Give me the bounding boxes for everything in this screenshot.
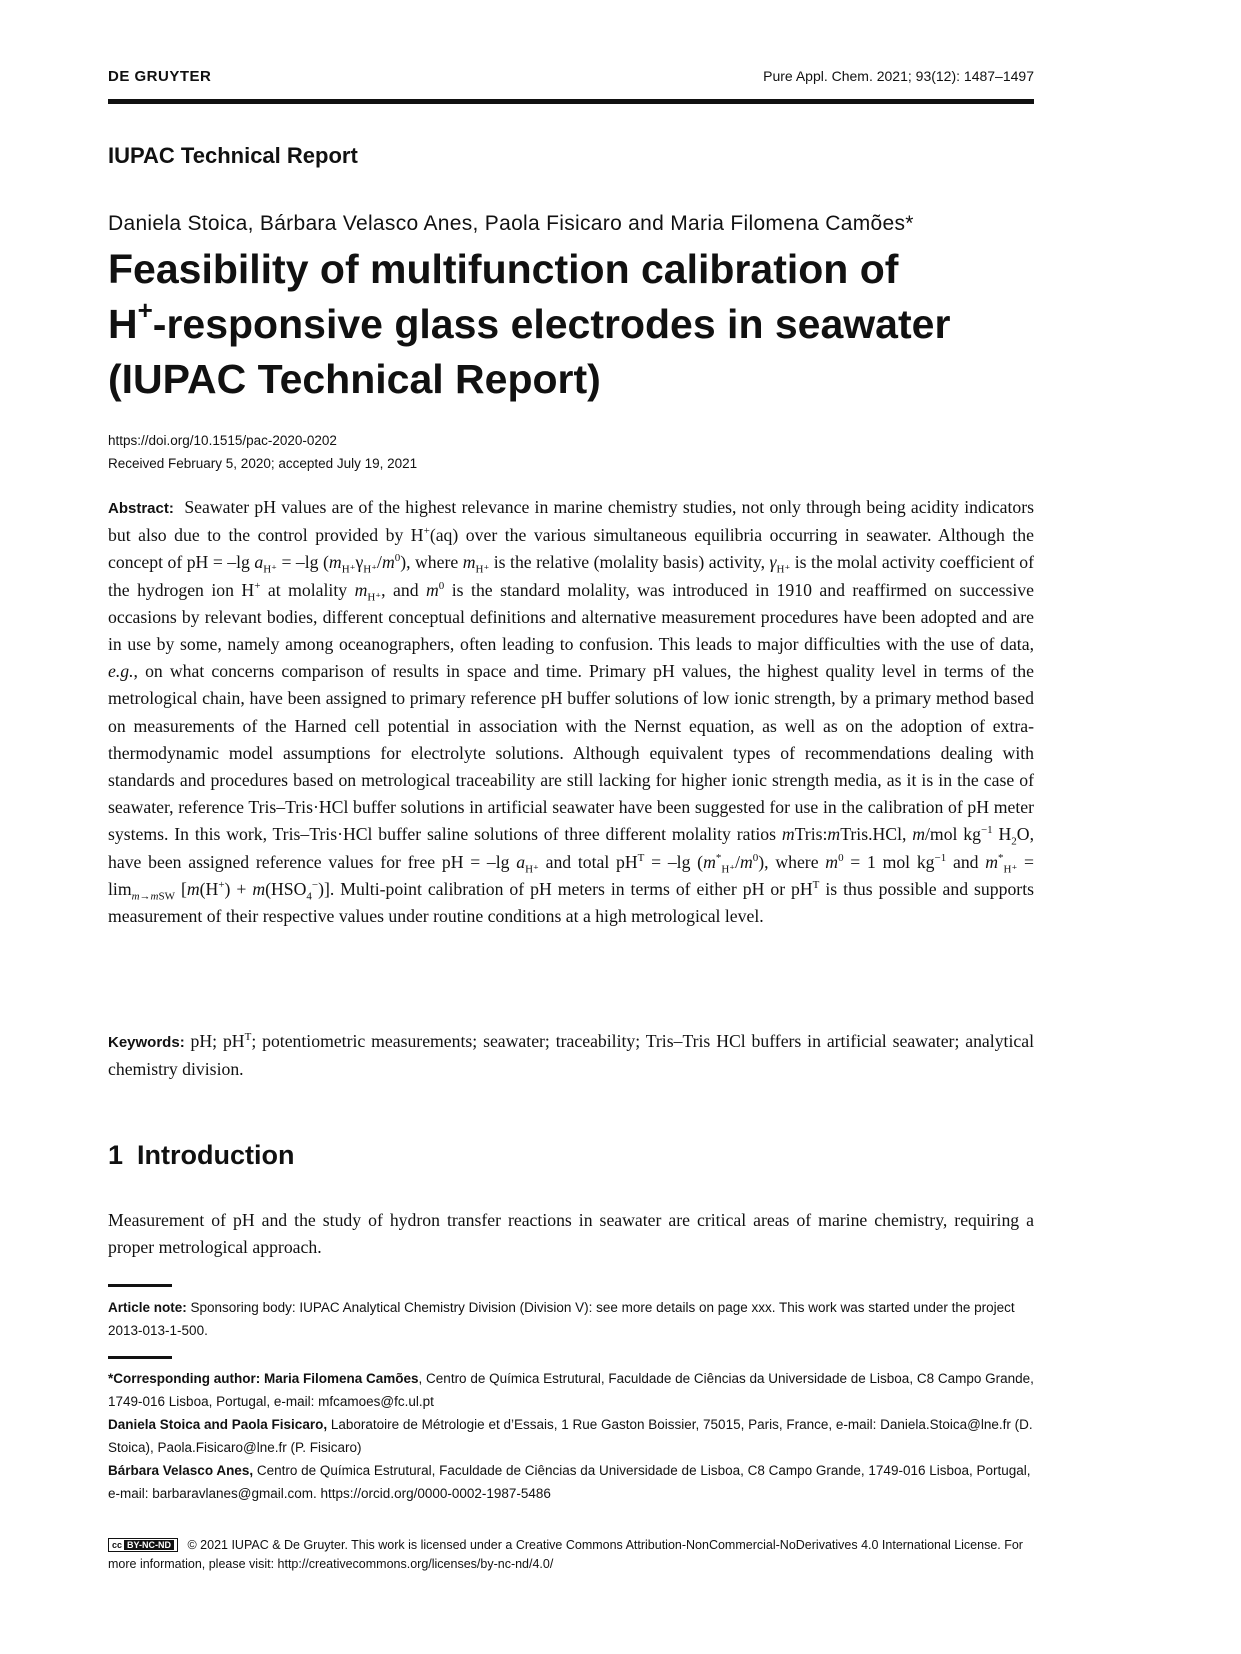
doi-link[interactable]: https://doi.org/10.1515/pac-2020-0202 bbox=[108, 433, 337, 448]
affiliation-stoica-fisicaro: Daniela Stoica and Paola Fisicaro, Laboratoire de Métrologie et d’Essais, 1 Rue Gaston Boissier, 75015, Paris, France, e-mail: Daniela.Stoica@lne.fr (D. Stoica), Paola.Fisicaro@lne.fr (P. Fisicaro) bbox=[108, 1417, 1033, 1455]
received-dates: Received February 5, 2020; accepted July 19, 2021 bbox=[108, 456, 418, 471]
header-rule bbox=[108, 99, 1034, 104]
paper-title bbox=[108, 242, 1034, 407]
affiliation-velasco-anes: Bárbara Velasco Anes, Centro de Química Estrutural, Faculdade de Ciências da Universidade de Lisboa, C8 Campo Grande, 1749-016 Lisboa, Portugal, e-mail: barbaravlanes@gmail.com. https://orcid.org/0000-0002-1987-5486 bbox=[108, 1463, 1031, 1501]
section-title: Introduction bbox=[137, 1140, 295, 1170]
section-number: 1 bbox=[108, 1140, 124, 1170]
cc-license-badge[interactable]: cc BY-NC-ND bbox=[108, 1538, 178, 1552]
article-note: Article note: Sponsoring body: IUPAC Analytical Chemistry Division (Division V): see more details on page xxx. This work was started under the project 2013-013-1-500. bbox=[108, 1300, 1015, 1338]
license-notice: cc BY-NC-ND © 2021 IUPAC & De Gruyter. This work is licensed under a Creative Commons Attribution-NonCommercial-NoDerivatives 4.0 International License. For more information, please visit: http://creativecommons.org/licenses/by-nc-nd/4.0/ bbox=[108, 1538, 1023, 1571]
report-type: IUPAC Technical Report bbox=[108, 143, 358, 168]
section-heading-introduction bbox=[108, 1140, 1034, 1171]
author-affiliations bbox=[108, 1367, 1034, 1505]
footnote-rule bbox=[108, 1284, 172, 1287]
keywords-label: Keywords: bbox=[108, 1034, 185, 1051]
abstract-label: Abstract: bbox=[108, 500, 174, 517]
footnote-rule bbox=[108, 1356, 172, 1359]
title-line-3: (IUPAC Technical Report) bbox=[108, 356, 601, 402]
abstract: Abstract: Seawater pH values are of the highest relevance in marine chemistry studies, not only through being acidity indicators but also due to the control provided by H+(aq) over the various simultaneous equilibria occurring in seawater. Although the concept of pH = –lg $a_{H^+} = -\lg$ $(m_{H^+}\gamma_{H^+}/m^0)$, where $m_{H^+}$ is the relative (molality basis) activity, $\gamma_{H^+}$ is the molal activity coefficient of the hydrogen ion H+ at molality $m_{H^+}$, and $m^0$ is the standard molality, was introduced in 1910 and reaffirmed on successive occasions by relevant bodies, different conceptual definitions and alternative measurement procedures have been adopted and are in use by some, namely among oceanographers, often leading to confusion. This leads to major difficulties with the use of data, e.g., on what concerns comparison of results in space and time. Primary pH values, the highest quality level in terms of the metrological chain, have been assigned to primary reference pH buffer solutions of low ionic strength, by a primary method based on measurements of the Harned cell potential in association with the Nernst equation, as well as on the adoption of extra-thermodynamic model assumptions for electrolyte solutions. Although equivalent types of recommendations dealing with standards and procedures based on metrological traceability are still lacking for higher ionic strength media, as it is in the case of seawater, reference Tris–Tris·HCl buffer solutions in artificial seawater have been suggested for use in the calibration of pH meter systems. In this work, Tris–Tris·HCl buffer saline solutions of three different molality ratios mTris:mTris.HCl, m/mol $kg^{-1}$ $H_2O$, have been assigned reference values for free pH = –lg $a_{H^+}$ and total $pH^T = -\lg$ $(m^*_{H^+}/m^0)$, where $m^0 = 1$ mol $kg^{-1}$ and $m^*_{H^+} = \lim_{m\to mSW} [m(H^+) + m(HSO_4^-)]$. Multi-point calibration of pH meters in terms of either pH or $pH^T$ is thus possible and supports measurement of their respective values under routine conditions at a high metrological level. bbox=[108, 497, 1035, 927]
journal-reference: Pure Appl. Chem. 2021; 93(12): 1487–1497 bbox=[763, 68, 1034, 84]
keywords: Keywords: pH; $pH^T$; potentiometric measurements; seawater; traceability; Tris–Tris HCl buffers in artificial seawater; analytical chemistry division. bbox=[108, 1031, 1034, 1079]
publisher-name: DE GRUYTER bbox=[108, 68, 212, 85]
corresponding-author: *Corresponding author: Maria Filomena Camões, Centro de Química Estrutural, Faculdade de Ciências da Universidade de Lisboa, C8 Campo Grande, 1749-016 Lisboa, Portugal, e-mail: mfcamoes@fc.ul.pt bbox=[108, 1371, 1034, 1409]
introduction-paragraph: Measurement of pH and the study of hydron transfer reactions in seawater are critical areas of marine chemistry, requiring a proper metrological approach. bbox=[108, 1210, 1034, 1257]
title-line-1: Feasibility of multifunction calibration of bbox=[108, 246, 899, 292]
author-list: Daniela Stoica, Bárbara Velasco Anes, Paola Fisicaro and Maria Filomena Camões* bbox=[108, 212, 914, 235]
title-line-2: H+-responsive glass electrodes in seawater bbox=[108, 295, 951, 347]
